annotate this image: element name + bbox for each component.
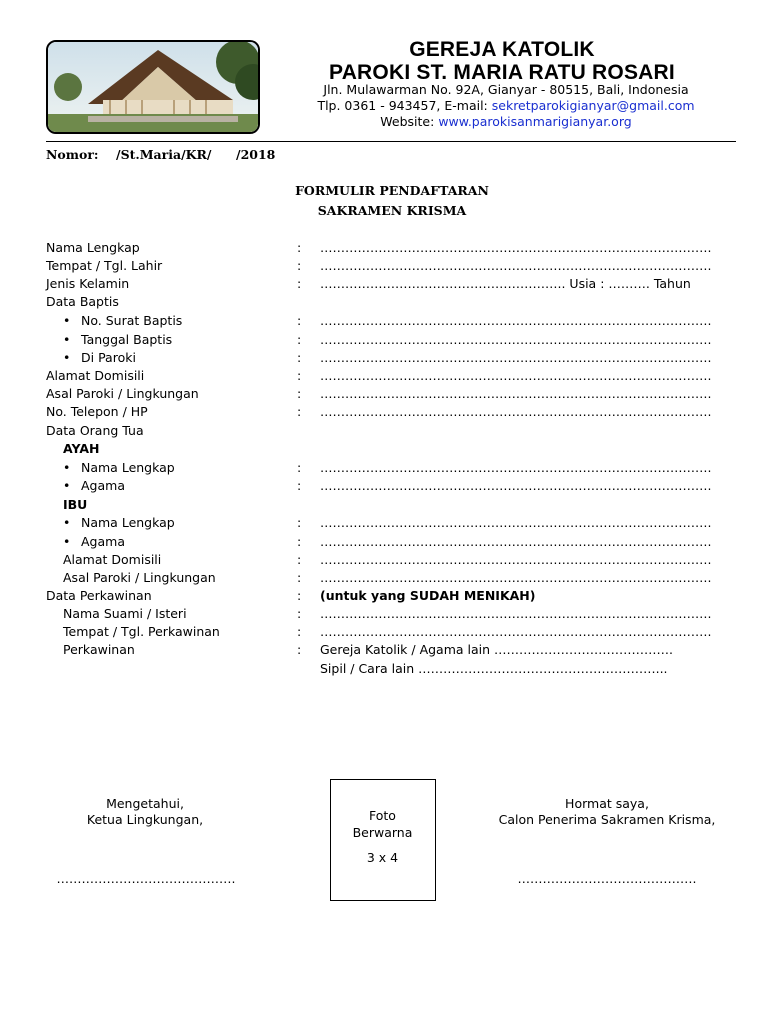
fill-line[interactable]: ………………………………………………………………………………….: [320, 552, 712, 567]
left-signature-line2: Ketua Lingkungan,: [86, 812, 204, 827]
colon: :: [297, 606, 302, 621]
field-label: Jenis Kelamin: [46, 276, 130, 291]
field-label: • Tanggal Baptis: [81, 332, 172, 347]
field-label: No. Telepon / HP: [46, 404, 148, 419]
field-di-paroki: [46, 350, 736, 368]
field-no-surat-baptis: [46, 313, 736, 331]
field-label: • Di Paroki: [81, 350, 136, 365]
phone-text: Tlp. 0361 - 943457, E-mail:: [317, 98, 492, 113]
photo-label-line2: Berwarna: [352, 825, 413, 840]
right-signature-line2: Calon Penerima Sakramen Krisma,: [498, 812, 716, 827]
field-tempat-tgl-lahir: [46, 258, 736, 276]
field-label: • Agama: [81, 478, 125, 493]
fill-line[interactable]: ………………………………………………………………………………….: [320, 368, 712, 383]
field-perkawinan: [46, 642, 736, 660]
nomor-year: /2018: [236, 147, 276, 162]
colon: :: [297, 570, 302, 585]
colon: :: [297, 404, 302, 419]
subsection-label: IBU: [63, 497, 88, 512]
colon: :: [297, 368, 302, 383]
org-contact: [266, 98, 746, 113]
colon: :: [297, 460, 302, 475]
subsection-ayah: [46, 441, 736, 459]
field-jenis-kelamin: [46, 276, 736, 294]
field-label: Tempat / Tgl. Lahir: [46, 258, 163, 273]
field-alamat-domisili: [46, 368, 736, 386]
fill-line-with-age[interactable]: ………………………………………………….. Usia : ………. Tahun: [320, 276, 691, 291]
section-label: Data Orang Tua: [46, 423, 144, 438]
paren-open: (: [320, 588, 326, 603]
colon: :: [297, 624, 302, 639]
photo-box: [330, 779, 436, 901]
field-perkawinan-sipil: [46, 661, 736, 679]
fill-line-gereja[interactable]: Gereja Katolik / Agama lain …………………………………….: [320, 642, 673, 657]
colon: :: [297, 552, 302, 567]
colon: :: [297, 313, 302, 328]
org-name-line1: GEREJA KATOLIK: [409, 38, 595, 61]
org-website: [266, 114, 746, 129]
right-signature-line1: Hormat saya,: [565, 796, 649, 811]
field-nama-suami-isteri: [46, 606, 736, 624]
field-label: Asal Paroki / Lingkungan: [63, 570, 216, 585]
colon: :: [297, 588, 302, 603]
nomor-value: /St.Maria/KR/: [116, 147, 212, 162]
header-divider: [46, 141, 736, 142]
field-tanggal-baptis: [46, 332, 736, 350]
field-label: Nama Suami / Isteri: [63, 606, 187, 621]
left-signature-line1: Mengetahui,: [106, 796, 184, 811]
field-label: Alamat Domisili: [63, 552, 162, 567]
field-asal-paroki: [46, 386, 736, 404]
photo-size: 3 x 4: [366, 850, 399, 865]
section-label: Data Perkawinan: [46, 588, 152, 603]
field-label: • Agama: [81, 534, 125, 549]
church-logo-image: [46, 40, 260, 134]
fill-line[interactable]: ………………………………………………………………………………….: [320, 350, 712, 365]
field-label: Perkawinan: [63, 642, 135, 657]
left-signature-line[interactable]: …………………………………….: [56, 871, 236, 886]
field-nama-lengkap: [46, 240, 736, 258]
section-data-orang-tua: [46, 423, 736, 441]
fill-line[interactable]: ………………………………………………………………………………….: [320, 313, 712, 328]
org-name-line2: PAROKI ST. MARIA RATU ROSARI: [329, 61, 675, 84]
section-data-baptis: [46, 294, 736, 312]
section-label: Data Baptis: [46, 294, 119, 309]
subsection-ibu: [46, 497, 736, 515]
colon: :: [297, 332, 302, 347]
colon: :: [297, 534, 302, 549]
nomor-label: Nomor:: [46, 147, 99, 162]
fill-line-sipil[interactable]: Sipil / Cara lain …………………………………………………...: [320, 661, 668, 676]
fill-line[interactable]: ………………………………………………………………………………….: [320, 258, 712, 273]
section-data-perkawinan: [46, 588, 736, 606]
fill-line[interactable]: ………………………………………………………………………………….: [320, 404, 712, 419]
colon: :: [297, 642, 302, 657]
form-title-line2: SAKRAMEN KRISMA: [317, 203, 467, 218]
website-link[interactable]: www.parokisanmarigianyar.org: [438, 114, 632, 129]
right-signature-line[interactable]: …………………………………….: [517, 871, 697, 886]
fill-line[interactable]: ………………………………………………………………………………….: [320, 624, 712, 639]
email-link[interactable]: sekretparokigianyar@gmail.com: [491, 98, 695, 113]
colon: :: [297, 258, 302, 273]
colon: :: [297, 386, 302, 401]
field-ibu-nama: [46, 515, 736, 533]
form-title-line1: FORMULIR PENDAFTARAN: [295, 183, 489, 198]
subsection-label: AYAH: [63, 441, 100, 456]
colon: :: [297, 350, 302, 365]
married-note-text: untuk yang SUDAH MENIKAH: [325, 588, 530, 603]
married-note: [320, 588, 732, 603]
fill-line[interactable]: ………………………………………………………………………………….: [320, 332, 712, 347]
fill-line[interactable]: ………………………………………………………………………………….: [320, 534, 712, 549]
field-ayah-nama: [46, 460, 736, 478]
field-tempat-tgl-perkawinan: [46, 624, 736, 642]
fill-line[interactable]: ………………………………………………………………………………….: [320, 386, 712, 401]
colon: :: [297, 240, 302, 255]
colon: :: [297, 478, 302, 493]
field-label: Nama Lengkap: [46, 240, 140, 255]
field-ortu-asal-paroki: [46, 570, 736, 588]
colon: :: [297, 276, 302, 291]
field-ortu-alamat: [46, 552, 736, 570]
field-label: • No. Surat Baptis: [81, 313, 182, 328]
field-label: • Nama Lengkap: [81, 515, 175, 530]
field-label: • Nama Lengkap: [81, 460, 175, 475]
paren-close: ): [529, 588, 536, 603]
photo-label-line1: Foto: [369, 808, 396, 823]
field-no-telepon: [46, 404, 736, 422]
field-ayah-agama: [46, 478, 736, 496]
website-label: Website:: [380, 114, 439, 129]
fill-line[interactable]: ………………………………………………………………………………….: [320, 478, 712, 493]
fill-line[interactable]: ………………………………………………………………………………….: [320, 240, 712, 255]
colon: :: [297, 515, 302, 530]
field-label: Tempat / Tgl. Perkawinan: [63, 624, 220, 639]
fill-line[interactable]: ………………………………………………………………………………….: [320, 606, 712, 621]
field-ibu-agama: [46, 534, 736, 552]
field-label: Asal Paroki / Lingkungan: [46, 386, 199, 401]
document-number: [46, 147, 276, 162]
field-label: Alamat Domisili: [46, 368, 145, 383]
org-address: Jln. Mulawarman No. 92A, Gianyar - 80515, Bali, Indonesia: [323, 82, 689, 97]
fill-line[interactable]: ………………………………………………………………………………….: [320, 570, 712, 585]
fill-line[interactable]: ………………………………………………………………………………….: [320, 515, 712, 530]
fill-line[interactable]: ………………………………………………………………………………….: [320, 460, 712, 475]
